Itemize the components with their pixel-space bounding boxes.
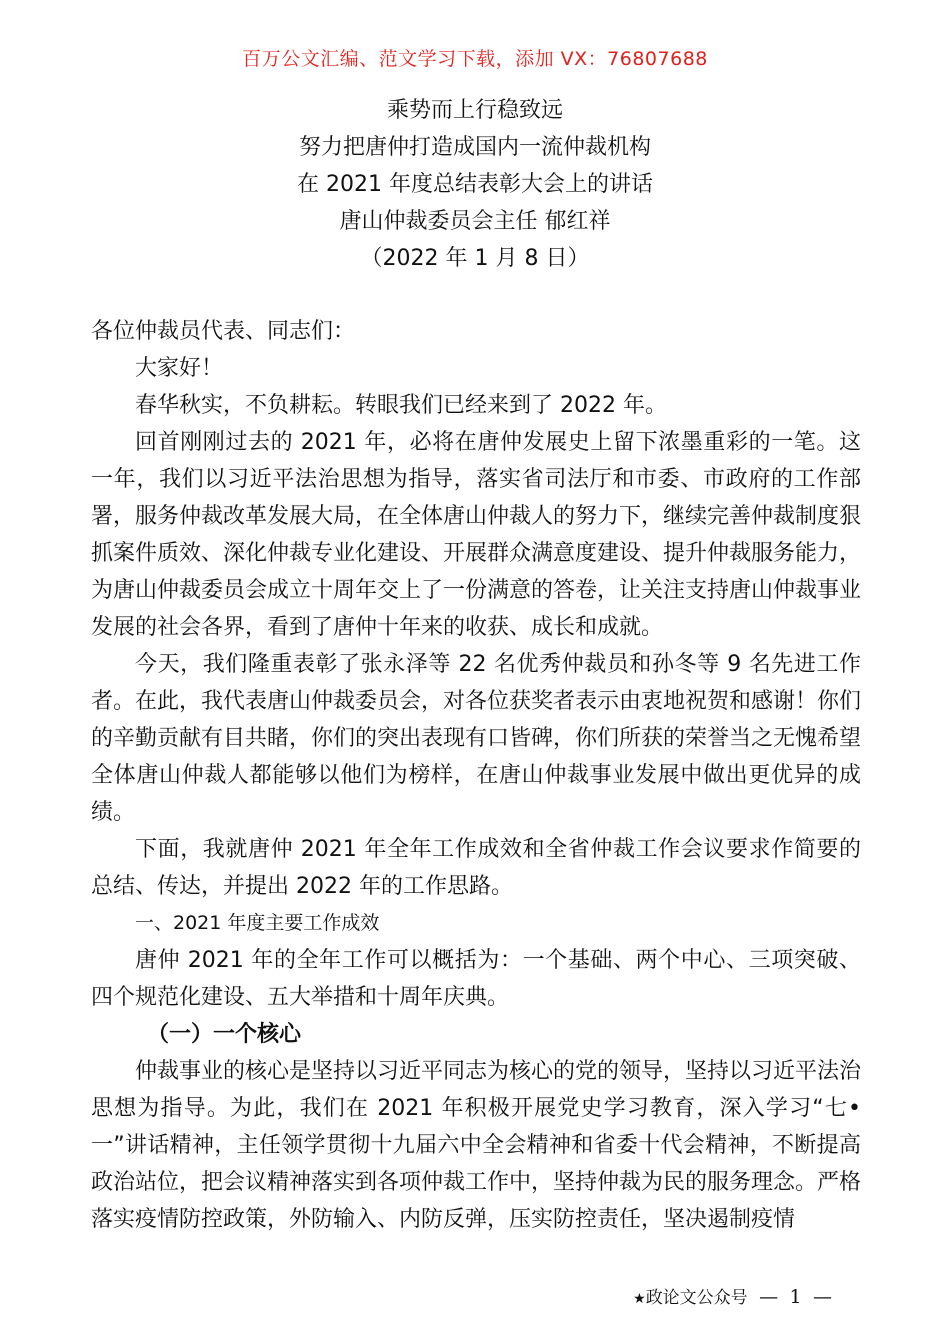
greeting: 大家好！ [135,356,224,381]
header-banner: 百万公文汇编、范文学习下载，添加 VX：76807688 [242,48,708,70]
page-number: 1 [789,1286,802,1308]
title-line-3: 在 2021 年度总结表彰大会上的讲话 [297,172,653,197]
paragraph-4: 下面，我就唐仲 2021 年全年工作成效和全省仲裁工作会议要求作简要的总结、传达，并提出 2022 年的工作思路。 [91,837,861,899]
star-icon: ★ [633,1291,646,1307]
title-line-2: 努力把唐仲打造成国内一流仲裁机构 [298,135,651,160]
document-body [91,313,861,1238]
author-line: 唐山仲裁委员会主任 郁红祥 [339,209,611,234]
subsection-heading-1: （一）一个核心 [147,1022,302,1047]
date-line: （2022 年 1 月 8 日） [360,246,590,271]
page-number-dash-right: — [813,1286,832,1308]
paragraph-1: 春华秋实，不负耕耘。转眼我们已经来到了 2022 年。 [135,393,667,418]
document-title [0,92,950,277]
title-line-1: 乘势而上行稳致远 [386,98,563,123]
page-footer [633,1283,832,1308]
paragraph-6: 仲裁事业的核心是坚持以习近平同志为核心的党的领导，坚持以习近平法治思想为指导。为此，我们在 2021 年积极开展党史学习教育，深入学习“七•一”讲话精神，主任领学贯彻十九届六中全会精神和省委十代会精神，不断提高政治站位，把会议精神落实到各项仲裁工作中，坚持仲裁为民的服务理念。严格落实疫情防控政策，外防输入、内防反弹，压实防控责任，坚决遏制疫情 [91,1059,862,1232]
paragraph-3: 今天，我们隆重表彰了张永泽等 22 名优秀仲裁员和孙冬等 9 名先进工作者。在此，我代表唐山仲裁委员会，对各位获奖者表示由衷地祝贺和感谢！你们的辛勤贡献有目共睹，你们的突出表现有口皆碑，你们所获的荣誉当之无愧希望全体唐山仲裁人都能够以他们为榜样，在唐山仲裁事业发展中做出更优异的成绩。 [91,652,862,825]
salutation: 各位仲裁员代表、同志们： [91,319,356,344]
paragraph-2: 回首刚刚过去的 2021 年，必将在唐仲发展史上留下浓墨重彩的一笔。这一年，我们以习近平法治思想为指导，落实省司法厅和市委、市政府的工作部署，服务仲裁改革发展大局，在全体唐山仲裁人的努力下，继续完善仲裁制度狠抓案件质效、深化仲裁专业化建设、开展群众满意度建设、提升仲裁服务能力，为唐山仲裁委员会成立十周年交上了一份满意的答卷，让关注支持唐山仲裁事业发展的社会各界，看到了唐仲十年来的收获、成长和成就。 [91,430,862,640]
footer-source: 政论文公众号 [645,1288,748,1308]
paragraph-5: 唐仲 2021 年的全年工作可以概括为：一个基础、两个中心、三项突破、四个规范化建设、五大举措和十周年庆典。 [91,948,861,1010]
section-heading-1: 一、2021 年度主要工作成效 [135,912,380,934]
page-number-dash-left: — [759,1286,779,1308]
